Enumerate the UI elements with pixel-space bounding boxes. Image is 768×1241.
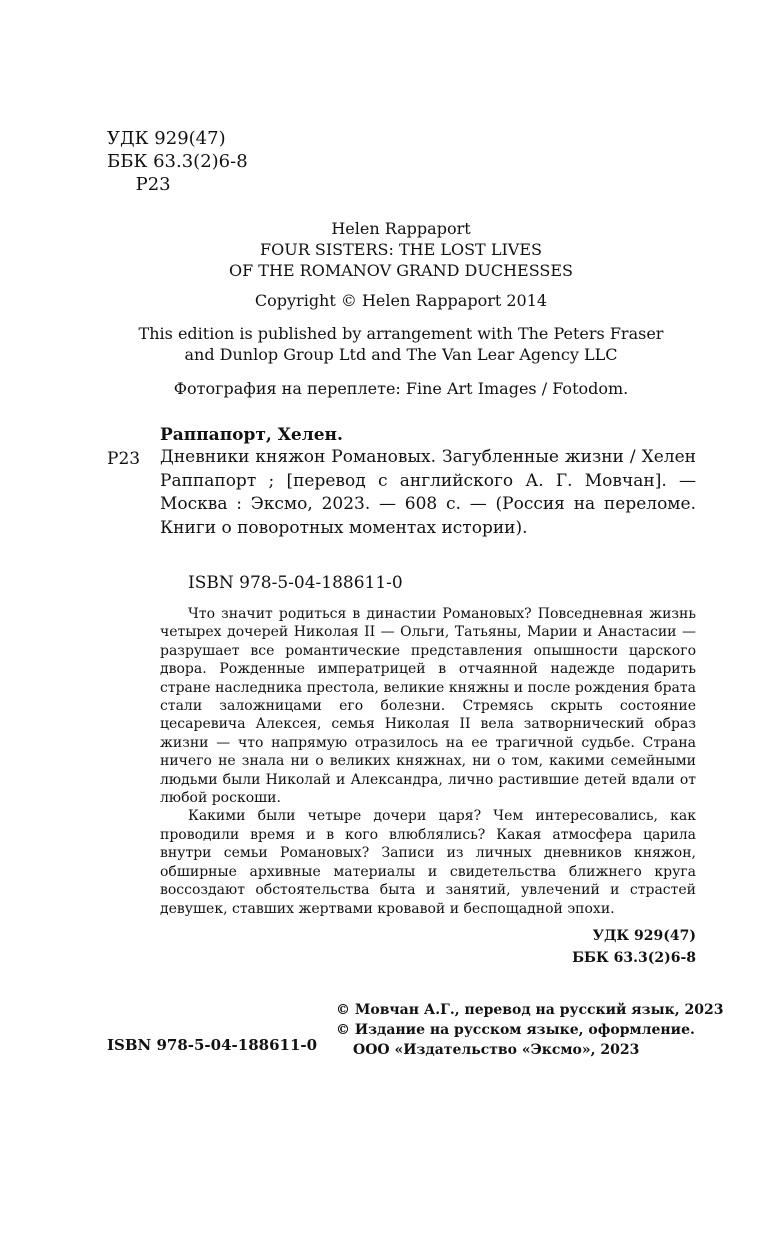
photo-credit: Фотография на переплете: Fine Art Images / Fotodom. [173, 379, 629, 398]
udk-code: УДК 929(47) [107, 128, 226, 149]
bibliographic-code: Р23 [107, 449, 141, 469]
bibliographic-description: Дневники княжон Романовых. Загубленные жизни / Хелен Раппапорт ; [перевод с английского А. Г. Мовчан]. — Москва : Эксмо, 2023. — 608 с. — (Россия на переломе. Книги о поворотных моментах истории). [160, 447, 696, 538]
edition-note-line2: and Dunlop Group Ltd and The Van Lear Agency LLC [184, 345, 618, 364]
edition-note [0, 323, 768, 365]
edition-copyright-line1: © Издание на русском языке, оформление. [336, 1022, 695, 1038]
isbn-bottom: ISBN 978-5-04-188611-0 [107, 1036, 318, 1054]
original-author: Helen Rappaport [331, 219, 471, 238]
edition-note-line1: This edition is published by arrangement with The Peters Fraser [138, 324, 664, 343]
copyright-block [336, 1000, 724, 1060]
bbk-code: ББК 63.3(2)6-8 [107, 151, 248, 172]
classification-block [107, 127, 248, 196]
edition-copyright-line2: ООО «Издательство «Эксмо», 2023 [353, 1042, 640, 1058]
bbk-bottom: ББК 63.3(2)6-8 [572, 950, 696, 966]
udk-bottom: УДК 929(47) [592, 928, 696, 944]
original-title-block [0, 218, 768, 281]
isbn-main: ISBN 978-5-04-188611-0 [188, 573, 403, 593]
annotation-paragraph-2: Какими были четыре дочери царя? Чем интересовались, как проводили время и в кого влюблялись? Какая атмосфера царила внутри семьи Романовых? Записи из личных дневников княжон, обширные архивные материалы и свидетельства ближнего круга воссоздают обстоятельства быта и занятий, увлечений и страстей девушек, ставших жертвами кровавой и беспощадной эпохи. [160, 808, 696, 917]
author-heading: Раппапорт, Хелен. [160, 425, 343, 445]
original-title-line1: FOUR SISTERS: THE LOST LIVES [260, 240, 542, 259]
annotation-paragraph-1: Что значит родиться в династии Романовых? Повседневная жизнь четырех дочерей Николая II — Ольги, Татьяны, Марии и Анастасии — разрушает все романтические представления опышности царского двора. Рожденные императрицей в отчаянной надежде подарить стране наследника престола, великие княжны и после рождения брата стали заложницами его болезни. Стремясь скрыть состояние цесаревича Алексея, семья Николая II вела затворнический образ жизни — что напрямую отразилось на ее трагичной судьбе. Страна ничего не знала ни о великих княжнах, ни о том, какими семейными людьми были Николай и Александра, лично растившие детей вдали от любой роскоши. [160, 606, 696, 807]
author-code: Р23 [107, 174, 171, 195]
original-copyright: Copyright © Helen Rappaport 2014 [254, 291, 548, 310]
translation-copyright: © Мовчан А.Г., перевод на русский язык, 2023 [336, 1002, 724, 1018]
annotation [160, 605, 696, 918]
original-title-line2: OF THE ROMANOV GRAND DUCHESSES [228, 261, 574, 280]
